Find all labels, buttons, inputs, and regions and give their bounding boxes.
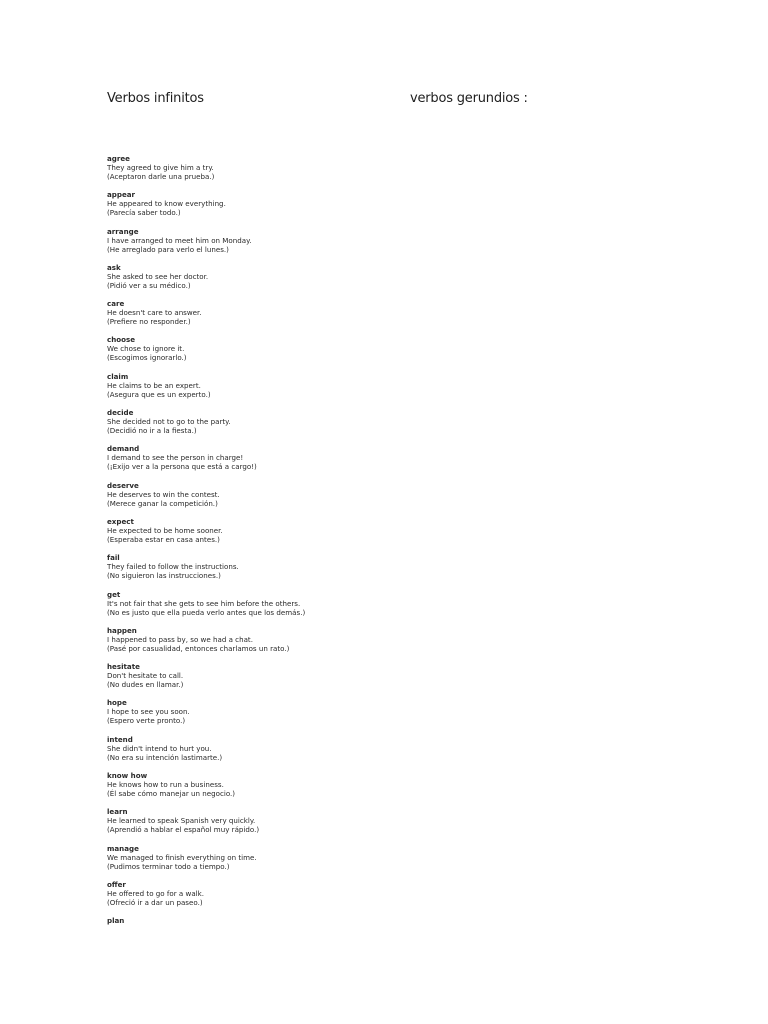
verb-entry	[107, 263, 407, 299]
verb-entry	[107, 481, 407, 517]
verb-example-sentence: She decided not to go to the party.	[107, 417, 231, 427]
verb-example-sentence: He learned to speak Spanish very quickly.	[107, 816, 256, 826]
verb-entry	[107, 335, 407, 371]
verb-word: ask	[107, 262, 121, 272]
verb-word: hesitate	[107, 662, 140, 672]
page-title-gerund-verbs: verbos gerundios :	[410, 91, 528, 106]
verb-word: offer	[107, 879, 126, 889]
verb-example-sentence: He deserves to win the contest.	[107, 489, 220, 499]
verb-example-sentence: We managed to finish everything on time.	[107, 852, 257, 862]
verb-entry	[107, 590, 407, 626]
verb-word: expect	[107, 516, 134, 526]
verb-example-sentence: They failed to follow the instructions.	[107, 562, 239, 572]
verb-word: hope	[107, 698, 127, 708]
verb-entry	[107, 190, 407, 226]
verb-word: get	[107, 589, 121, 599]
verb-word: claim	[107, 371, 129, 381]
verb-word: decide	[107, 408, 134, 418]
verb-word: fail	[107, 553, 120, 563]
verb-translation: (Decidió no ir a la fiesta.)	[107, 426, 197, 436]
verb-translation: (Parecía saber todo.)	[107, 208, 181, 218]
verb-translation: (Merece ganar la competición.)	[107, 498, 218, 508]
verb-entry	[107, 735, 407, 771]
verb-word: appear	[107, 190, 136, 200]
verb-translation: (No dudes en llamar.)	[107, 680, 184, 690]
verb-entry	[107, 626, 407, 662]
verb-entry	[107, 844, 407, 880]
verb-entry	[107, 408, 407, 444]
verb-example-sentence: He expected to be home sooner.	[107, 525, 223, 535]
verb-word: know how	[107, 771, 148, 781]
verb-translation: (Espero verte pronto.)	[107, 716, 186, 726]
verb-example-sentence: They agreed to give him a try.	[107, 163, 214, 172]
verb-entry	[107, 916, 407, 952]
verb-example-sentence: It's not fair that she gets to see him before the others.	[107, 598, 301, 608]
verb-example-sentence: I demand to see the person in charge!	[107, 453, 244, 463]
verb-example-sentence: I happened to pass by, so we had a chat.	[107, 634, 253, 644]
verb-example-sentence: He offered to go for a walk.	[107, 888, 204, 898]
verb-word: manage	[107, 843, 139, 853]
verb-word: agree	[107, 154, 130, 163]
verb-translation: (Aceptaron darle una prueba.)	[107, 172, 215, 181]
verb-translation: (No era su intención lastimarte.)	[107, 752, 223, 762]
verb-example-sentence: He appeared to know everything.	[107, 199, 226, 209]
verb-example-sentence: Don't hesitate to call.	[107, 671, 184, 681]
verb-entry	[107, 880, 407, 916]
verb-entry	[107, 154, 407, 190]
verb-translation: (Pudimos terminar todo a tiempo.)	[107, 861, 230, 871]
verb-entry	[107, 807, 407, 843]
verb-example-sentence: He knows how to run a business.	[107, 780, 224, 790]
verb-entry	[107, 662, 407, 698]
verb-translation: (Pidió ver a su médico.)	[107, 280, 191, 290]
verb-entry	[107, 444, 407, 480]
verb-word: demand	[107, 444, 140, 454]
verb-example-sentence: I have arranged to meet him on Monday.	[107, 235, 252, 245]
verb-translation: (¡Exijo ver a la persona que está a cargo!)	[107, 462, 257, 472]
infinitive-verb-list	[107, 154, 407, 953]
verb-translation: (No es justo que ella pueda verlo antes que los demás.)	[107, 607, 306, 617]
verb-word: care	[107, 299, 125, 309]
page-title-infinitive-verbs: Verbos infinitos	[107, 91, 204, 106]
verb-translation: (He arreglado para verlo el lunes.)	[107, 244, 229, 254]
verb-example-sentence: He claims to be an expert.	[107, 380, 201, 390]
verb-translation: (Escogimos ignorarlo.)	[107, 353, 187, 363]
verb-entry	[107, 299, 407, 335]
verb-example-sentence: She asked to see her doctor.	[107, 271, 209, 281]
verb-entry	[107, 517, 407, 553]
verb-translation: (Asegura que es un experto.)	[107, 389, 211, 399]
verb-entry	[107, 372, 407, 408]
verb-entry	[107, 227, 407, 263]
verb-translation: (Prefiere no responder.)	[107, 317, 191, 327]
verb-word: plan	[107, 916, 125, 926]
verb-translation: (Aprendió a hablar el español muy rápido.)	[107, 825, 260, 835]
verb-translation: (Él sabe cómo manejar un negocio.)	[107, 789, 236, 799]
verb-entry	[107, 771, 407, 807]
verb-word: happen	[107, 625, 137, 635]
verb-example-sentence: I hope to see you soon.	[107, 707, 190, 717]
verb-word: arrange	[107, 226, 139, 236]
verb-example-sentence: We chose to ignore it.	[107, 344, 185, 354]
verb-entry	[107, 553, 407, 589]
verb-translation: (No siguieron las instrucciones.)	[107, 571, 221, 581]
verb-word: deserve	[107, 480, 139, 490]
verb-translation: (Esperaba estar en casa antes.)	[107, 534, 220, 544]
verb-translation: (Ofreció ir a dar un paseo.)	[107, 897, 203, 907]
verb-translation: (Pasé por casualidad, entonces charlamos un rato.)	[107, 643, 290, 653]
verb-word: learn	[107, 807, 128, 817]
verb-word: intend	[107, 734, 133, 744]
verb-example-sentence: She didn't intend to hurt you.	[107, 743, 212, 753]
verb-entry	[107, 698, 407, 734]
verb-word: choose	[107, 335, 136, 345]
verb-example-sentence: He doesn't care to answer.	[107, 308, 202, 318]
